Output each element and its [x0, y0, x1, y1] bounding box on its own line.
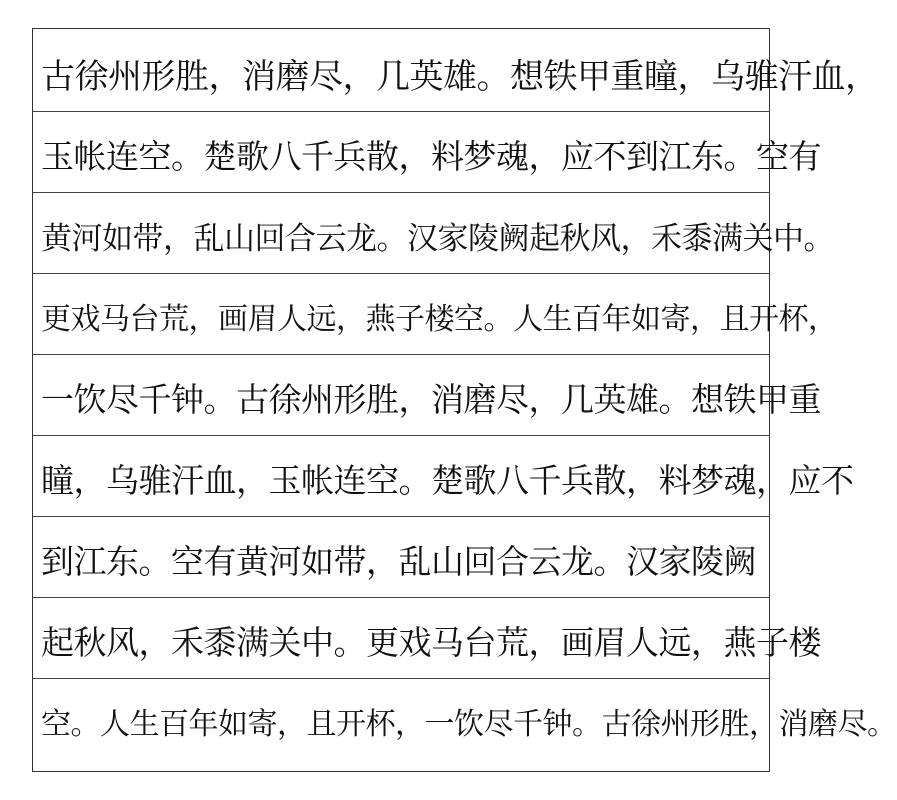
handwritten-line-6: 瞳，乌骓汗血，玉帐连空。楚歌八千兵散，料梦魂，应不 [41, 460, 854, 500]
handwritten-line-3: 黄河如带，乱山回合云龙。汉家陵阙起秋风，禾黍满关中。 [41, 220, 834, 257]
handwritten-line-9: 空。人生百年如寄，且开杯，一饮尽千钟。古徐州形胜，消磨尽。 [41, 707, 897, 742]
ruled-paper-sheet [32, 28, 897, 772]
handwritten-line-8: 起秋风，禾黍满关中。更戏马台荒，画眉人远，燕子楼 [41, 622, 821, 662]
handwritten-line-5: 一饮尽千钟。古徐州形胜，消磨尽，几英雄。想铁甲重 [41, 379, 821, 419]
handwritten-line-2: 玉帐连空。楚歌八千兵散，料梦魂，应不到江东。空有 [41, 136, 821, 176]
handwritten-line-4: 更戏马台荒，画眉人远，燕子楼空。人生百年如寄，且开杯， [41, 302, 838, 337]
handwritten-line-1: 古徐州形胜，消磨尽，几英雄。想铁甲重瞳，乌骓汗血， [41, 56, 879, 97]
handwritten-line-7: 到江东。空有黄河如带，乱山回合云龙。汉家陵阙 [41, 541, 756, 581]
